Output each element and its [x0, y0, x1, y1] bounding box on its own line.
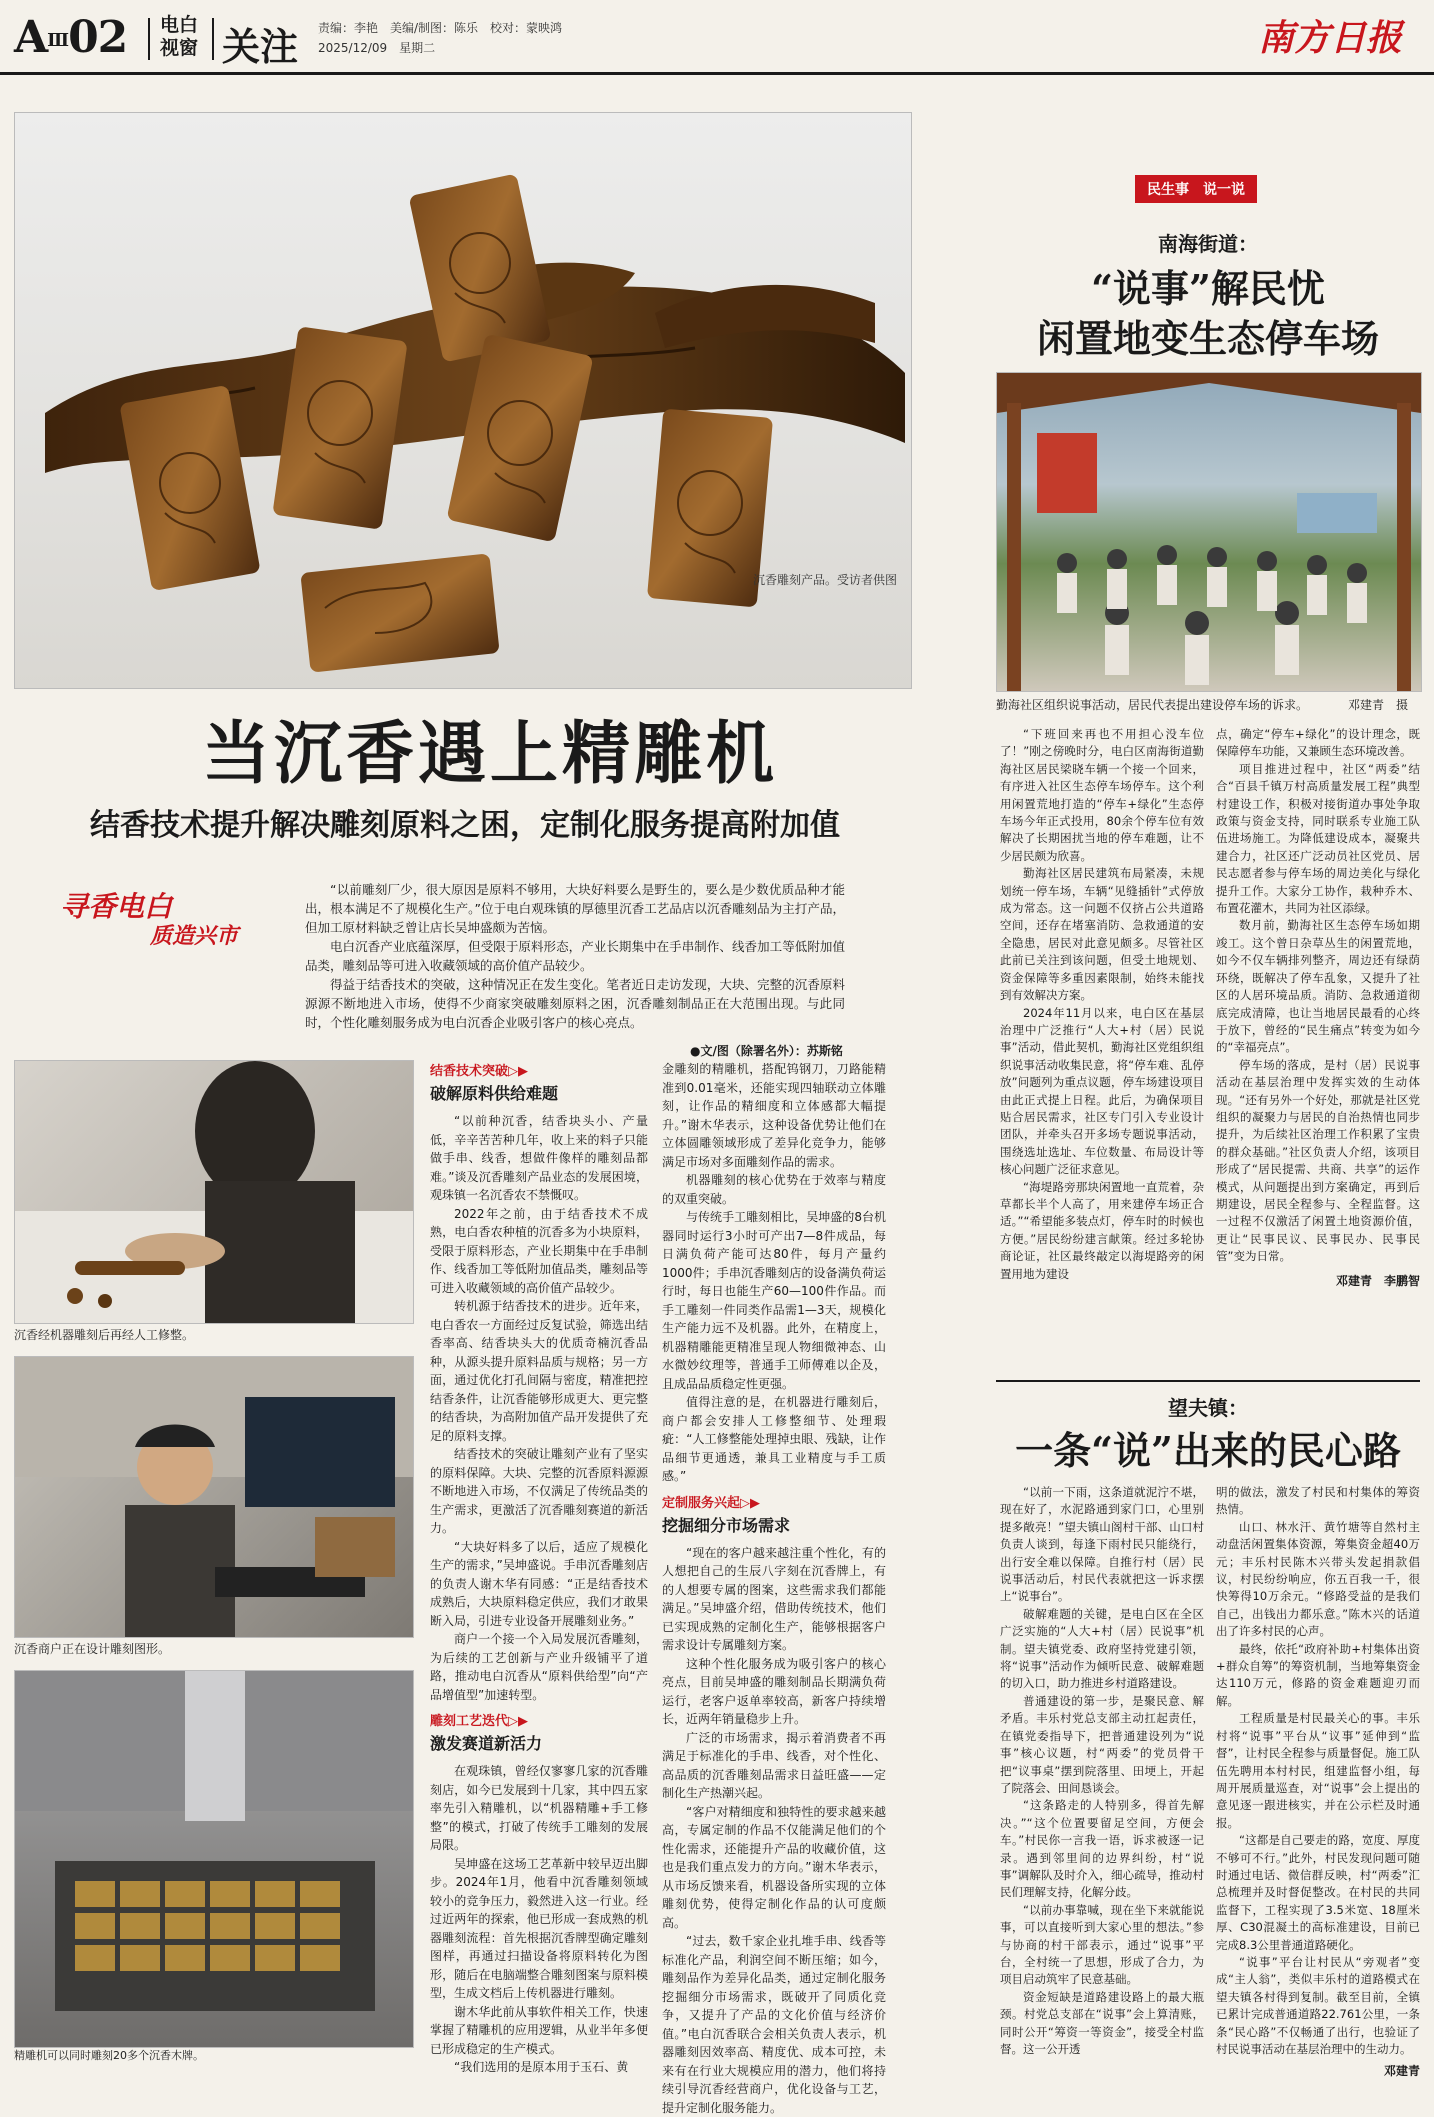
agarwood-carvings-illustration — [15, 113, 911, 688]
story1-photo — [996, 372, 1422, 692]
story1-title-line1: “说事”解民忧 — [996, 258, 1420, 313]
section1-title: 破解原料供给难题 — [430, 1081, 648, 1104]
masthead-divider — [148, 18, 150, 60]
column2-text-a: 金雕刻的精雕机，搭配钨钢刀，刀路能精准到0.01毫米，还能实现四轴联动立体雕刻，让作品的精细度和立体感都大幅提升。”谢木华表示，这种设备优势让他们在立体圆雕领域形成了差异化竞争力，能够满足市场对多面雕刻作品的需求。 机器雕刻的核心优势在于效率与精度的双重突破。 与传统手工雕刻相比，吴坤盛的8台机器同时运行3小时可产出7—8件成品，每日满负荷产能可达80件，每月产量约1000件；手串沉香雕刻店的设备满负荷运行时，每日也能生产60—100件作品。而手工雕刻一件同类作品需1—3天，规模化生产能力远不及机器。此外，在精度上，机器精雕能更精准呈现人物细微神态、山水微妙纹理等，普通手工师傅难以企及，且成品品质稳定性更强。 值得注意的是，在机器进行雕刻后，商户都会安排人工修整细节、处理瑕疵：“人工修整能处理掉虫眼、残缺，让作品细节更通透，兼具工业精度与手工质感。” — [662, 1060, 886, 1486]
story1-kicker: 南海街道： — [996, 228, 1420, 257]
main-headline: 当沉香遇上精雕机 — [140, 700, 840, 797]
section2-kicker: 雕刻工艺迭代▷▶ — [430, 1710, 648, 1729]
byline: ●文/图（除署名外）：苏斯铭 — [690, 1042, 843, 1059]
section-name: 关注 — [222, 16, 298, 71]
designer-illustration — [15, 1357, 413, 1637]
main-subheadline: 结香技术提升解决雕刻原料之困，定制化服务提高附加值 — [40, 800, 890, 844]
hero-photo-caption: 沉香雕刻产品。受访者供图 — [753, 571, 897, 588]
section3-kicker: 定制服务兴起▷▶ — [662, 1492, 886, 1511]
series-logo: 寻香电白 质造兴市 — [60, 885, 280, 965]
story1-byline: 邓建青 李鹏智 — [1216, 1272, 1420, 1289]
section2-title: 激发赛道新活力 — [430, 1731, 648, 1754]
column1-text-a: “以前种沉香，结香块头小、产量低，辛辛苦苦种几年，收上来的料子只能做手串、线香，想做件像样的雕刻品都难。”谈及沉香雕刻产品业态的发展困境，观珠镇一名沉香农不禁慨叹。 2022年之前，由于结香技术不成熟，电白香农种植的沉香多为小块原料，受限于原料形态，产业长期集中在手串制作、线香加工等低附加值品类，雕刻品等可进入收藏领域的高价值产品较少。 转机源于结香技术的进步。近年来，电白香农一方面经过反复试验，筛选出结香率高、结香块头大的优质奇楠沉香品种，从源头提升原料品质与规格；另一方面，通过优化打孔间隔与密度，精准把控结香条件，让沉香能够形成更大、更完整的结香块，为高附加值产品开发提供了充足的原料支撑。 结香技术的突破让雕刻产业有了坚实的原料保障。大块、完整的沉香原料源源不断地进入市场，不仅满足了传统品类的生产需求，更激活了沉香雕刻赛道的新活力。 “大块好料多了以后，适应了规模化生产的需求，”吴坤盛说。手串沉香雕刻店的负责人谢木华有同感：“正是结香技术成熟后，大块原料稳定供应，我们才敢果断入局，引进专业设备开展雕刻业务。” 商户一个接一个入局发展沉香雕刻，为后续的工艺创新与产业升级铺平了道路，推动电白沉香从“原料供给型”向“产品增值型”加速转型。 — [430, 1112, 648, 1704]
credits: 责编：李艳 美编/制图：陈乐 校对：蒙映鸿 2025/12/09 星期二 — [318, 18, 562, 58]
newspaper-logo: 南方日报 — [1258, 10, 1402, 61]
photo-engraving-machine — [14, 1670, 414, 2048]
story1-column-b: 点，确定“停车+绿化”的设计理念，既保障停车功能，又兼顾生态环境改善。 项目推进过程中，社区“两委”结合“百县千镇万村高质量发展工程”典型村建设工作，积极对接街道办事处争取政策与资金支持，同时联系专业施工队伍进场施工。为降低建设成本，凝聚共建合力，社区还广泛动员社区党员、居民志愿者参与停车场的周边美化与绿化提升工作。大家分工协作，栽种乔木、布置花灌木，共同为社区添绿。 数月前，勤海社区生态停车场如期竣工。这个曾日杂草丛生的闲置荒地，如今不仅车辆排列整齐，周边还有绿荫环绕，既解决了停车乱象，又提升了社区的人居环境品质。消防、急救通道彻底完成清障，也让当地居民最看的心终于放下，曾经的“民生痛点”转变为如今的“幸福亮点”。 停车场的落成，是村（居）民说事活动在基层治理中发挥实效的生动体现。“还有另外一个好处，那就是社区党组织的凝聚力与居民的自治热情也同步提升，为后续社区治理工作积累了宝贵的群众基础。”社区负责人介绍，该项目形成了“居民提需、共商、共享”的运作模式，从问题提出到方案确定，再到后期建设，居民全程参与、全程监督。这一过程不仅激活了闲置土地资源价值，更让“民事民议、民事民办、民事民管”变为日常。 邓建青 李鹏智 — [1216, 726, 1420, 1289]
column1-text-b: 在观珠镇，曾经仅寥寥几家的沉香雕刻店，如今已发展到十几家，其中四五家率先引入精雕机，以“机器精雕+手工修整”的模式，打破了传统手工雕刻的发展局限。 吴坤盛在这场工艺革新中较早迈出脚步。2024年1月，他看中沉香雕刻领域较小的竞争压力，毅然进入这一行业。经过近两年的探索，他已形成一套成熟的机器雕刻流程：首先根据沉香牌型确定雕刻图样，再通过扫描设备将原料转化为图形，随后在电脑端整合雕刻图案与原料模型，生成文档后上传机器进行雕刻。 谢木华此前从事软件相关工作，快速掌握了精雕机的应用逻辑，从业半年多便已形成稳定的生产模式。 “我们选用的是原本用于玉石、黄 — [430, 1762, 648, 2077]
page-number: AⅢ02 — [14, 12, 127, 63]
story1-title-line2: 闲置地变生态停车场 — [996, 308, 1420, 363]
story2-byline: 邓建青 — [1216, 2062, 1420, 2079]
story2-column-b: 明的做法，激发了村民和村集体的筹资热情。 山口、林水汗、黄竹塘等自然村主动盘活闲置集体资源，筹集资金超40万元；丰乐村民陈木兴带头发起捐款倡议，村民纷纷响应，你五百我一千，很快筹得10万余元。“修路受益的是我们自己，出钱出力都乐意。”陈木兴的话道出了许多村民的心声。 最终，依托“政府补助+村集体出资+群众自筹”的筹资机制，当地筹集资金达110万元，修路的资金难题迎刃而解。 工程质量是村民最关心的事。丰乐村将“说事”平台从“议事”延伸到“监督”，让村民全程参与质量督促。施工队伍先聘用本村村民，组建监督小组，每周开展质量巡查，对“说事”会上提出的意见逐一跟进核实，并在公示栏及时通报。 “这都是自己要走的路，宽度、厚度不够可不行。”此外，村民发现问题可随时通过电话、微信群反映，村“两委”汇总梳理并及时督促整改。在村民的共同监督下，工程实现了3.5米宽、18厘米厚、C30混凝土的高标准建设，目前已完成8.3公里普通道路硬化。 “说事”平台让村民从“旁观者”变成“主人翁”，类似丰乐村的道路模式在望夫镇各村得到复制。截至目前，全镇已累计完成普通道路22.761公里，一条条“民心路”不仅畅通了出行，也验证了村民说事活动在基层治理中的生动力。 邓建青 — [1216, 1484, 1420, 2079]
photo-hand-finishing — [14, 1060, 414, 1324]
photo-designing — [14, 1356, 414, 1638]
section3-title: 挖掘细分市场需求 — [662, 1513, 886, 1536]
column2-text-b: “现在的客户越来越注重个性化，有的人想把自己的生辰八字刻在沉香牌上，有的人想要专属的图案，这些需求我们都能满足。”吴坤盛介绍，借助传统技术，他们已实现成熟的定制化生产，能够根据客户需求设计专属雕刻方案。 这种个性化服务成为吸引客户的核心亮点，目前吴坤盛的雕刻制品长期满负荷运行，老客户返单率较高，新客户持续增长，近两年销量稳步上升。 广泛的市场需求，揭示着消费者不再满足于标准化的手串、线香，对个性化、高品质的沉香雕刻品需求日益旺盛——定制化生产热潮兴起。 “客户对精细度和独特性的要求越来越高，专属定制的作品不仅能满足他们的个性化需求，还能提升产品的收藏价值，这也是我们重点发力的方向。”谢木华表示，从市场反馈来看，机器设备所实现的立体雕刻优势，使得定制化作品的认可度颇高。 “过去，数千家企业扎堆手串、线香等标准化产品，利润空间不断压缩；如今，雕刻品作为差异化品类，通过定制化服务挖掘细分市场需求，既破开了同质化竞争，又提升了产品的文化价值与经济价值。”电白沉香联合会相关负责人表示，机器雕刻因效率高、精度优、成本可控，未来有在行业大规模应用的潜力，他们将持续引导沉香经营商户，优化设备与工艺，提升定制化服务能力。 — [662, 1544, 886, 2117]
story2-kicker: 望夫镇： — [996, 1392, 1420, 1421]
lead-paragraphs: “以前雕刻厂少，很大原因是原料不够用，大块好料要么是野生的，要么是少数优质品种才能出，根本满足不了规模化生产。”位于电白观珠镇的厚德里沉香工艺品店以沉香雕刻品为主打产品，但加工原材料缺乏曾让店长吴坤盛颇为苦恼。 电白沉香产业底蕴深厚，但受限于原料形态，产业长期集中在手串制作、线香加工等低附加值品类，雕刻品等可进入收藏领域的高价值产品较少。 得益于结香技术的突破，这种情况正在发生变化。笔者近日走访发现，大块、完整的沉香原料源源不断地进入市场，使得不少商家突破雕刻原料之困，沉香雕刻制品正在大范围出现。与此同时，个性化雕刻服务成为电白沉香企业吸引客户的核心亮点。 — [305, 880, 845, 1032]
photo2-caption: 沉香经机器雕刻后再经人工修整。 — [14, 1326, 194, 1343]
hero-photo — [14, 112, 912, 689]
pavilion-meeting-illustration — [997, 373, 1421, 691]
craftsman-illustration — [15, 1061, 413, 1323]
masthead — [0, 0, 1434, 75]
section-label: 电白视窗 — [160, 14, 204, 60]
engraving-machine-illustration — [15, 1671, 413, 2047]
story1-column-a: “下班回来再也不用担心没车位了！”刚之傍晚时分，电白区南海街道勤海社区居民梁晓车辆一个接一个回来，有序进入社区生态停车场停车。这个利用闲置荒地打造的“停车+绿化”生态停车场今年正式投用，80余个停车位有效解决了长期困扰当地的停车难题，让不少居民颇为欣喜。 勤海社区居民建筑布局紧凑，未规划统一停车场，车辆“见缝插针”式停放成为常态。这一问题不仅挤占公共道路空间，还存在堵塞消防、急救通道的安全隐患，居民对此意见颇多。尽管社区此前已关注到该问题，但受土地规划、资金保障等多重因素限制，始终未能找到有效解决方案。 2024年11月以来，电白区在基层治理中广泛推行“人大+村（居）民说事”活动，借此契机，勤海社区党组织组织说事活动收集民意，将“停车难、乱停放”问题列为重点议题，停车场建设项目由此正式提上日程。此后，为确保项目贴合居民需求，社区专门引入专业设计团队，并牵头召开多场专题说事活动，围绕选址选址、车位数量、布局设计等核心问题广泛征求意见。 “海堤路旁那块闲置地一直荒着，杂草都长半个人高了，用来建停车场正合适。”“希望能多装点灯，停车时的时候也方便。”居民纷纷建言献策。经过多轮协商论证，社区最终敲定以海堤路旁的闲置用地为建设 — [1000, 726, 1204, 1283]
story1-photo-credit: 邓建青 摄 — [1348, 696, 1408, 713]
masthead-divider — [212, 18, 214, 60]
photo3-caption: 沉香商户正在设计雕刻图形。 — [14, 1640, 170, 1657]
story2-column-a: “以前一下雨，这条道就泥泞不堪，现在好了，水泥路通到家门口，心里别提多敞亮！”望夫镇山阁村干部、山口村负责人谈到，每逢下雨村民只能绕行，出行安全难以保障。自推行村（居）民说事活动后，村民代表就把这一诉求摆上“说事台”。 破解难题的关键，是电白区在全区广泛实施的“人大+村（居）民说事”机制。望夫镇党委、政府坚持党建引领，将“说事”活动作为倾听民意、破解难题的切入口，助力推进乡村道路建设。 普通建设的第一步，是聚民意、解矛盾。丰乐村党总支部主动扛起责任，在镇党委指导下，把普通建设列为“说事”核心议题，村“两委”的党员骨干把“议事桌”摆到院落里、田埂上，开起了院落会、田间恳谈会。 “这条路走的人特别多，得首先解决。”“这个位置要留足空间，方便会车。”村民你一言我一语，诉求被逐一记录。遇到邻里间的边界纠纷，村“说事”调解队及时介入，细心疏导，推动村民们理解支持，化解分歧。 “以前办事靠喊，现在坐下来就能说事，可以直接听到大家心里的想法。”参与协商的村干部表示，通过“说事”平台，全村统一了思想，形成了合力，为项目启动筑牢了民意基础。 资金短缺是道路建设路上的最大瓶颈。村党总支部在“说事”会上算清账，同时公开“筹资一等资金”，接受全村监督。这一公开透 — [1000, 1484, 1204, 2058]
article-column-2 — [662, 1060, 886, 2117]
story-divider — [996, 1380, 1420, 1382]
section1-kicker: 结香技术突破▷▶ — [430, 1060, 648, 1079]
story1-photo-caption: 勤海社区组织说事活动，居民代表提出建设停车场的诉求。 — [996, 696, 1308, 713]
photo4-caption: 精雕机可以同时雕刻20多个沉香木牌。 — [14, 2047, 204, 2063]
story2-title: 一条“说”出来的民心路 — [996, 1420, 1420, 1475]
column-tag: 民生事 说一说 — [1135, 175, 1257, 203]
article-column-1 — [430, 1060, 648, 2077]
